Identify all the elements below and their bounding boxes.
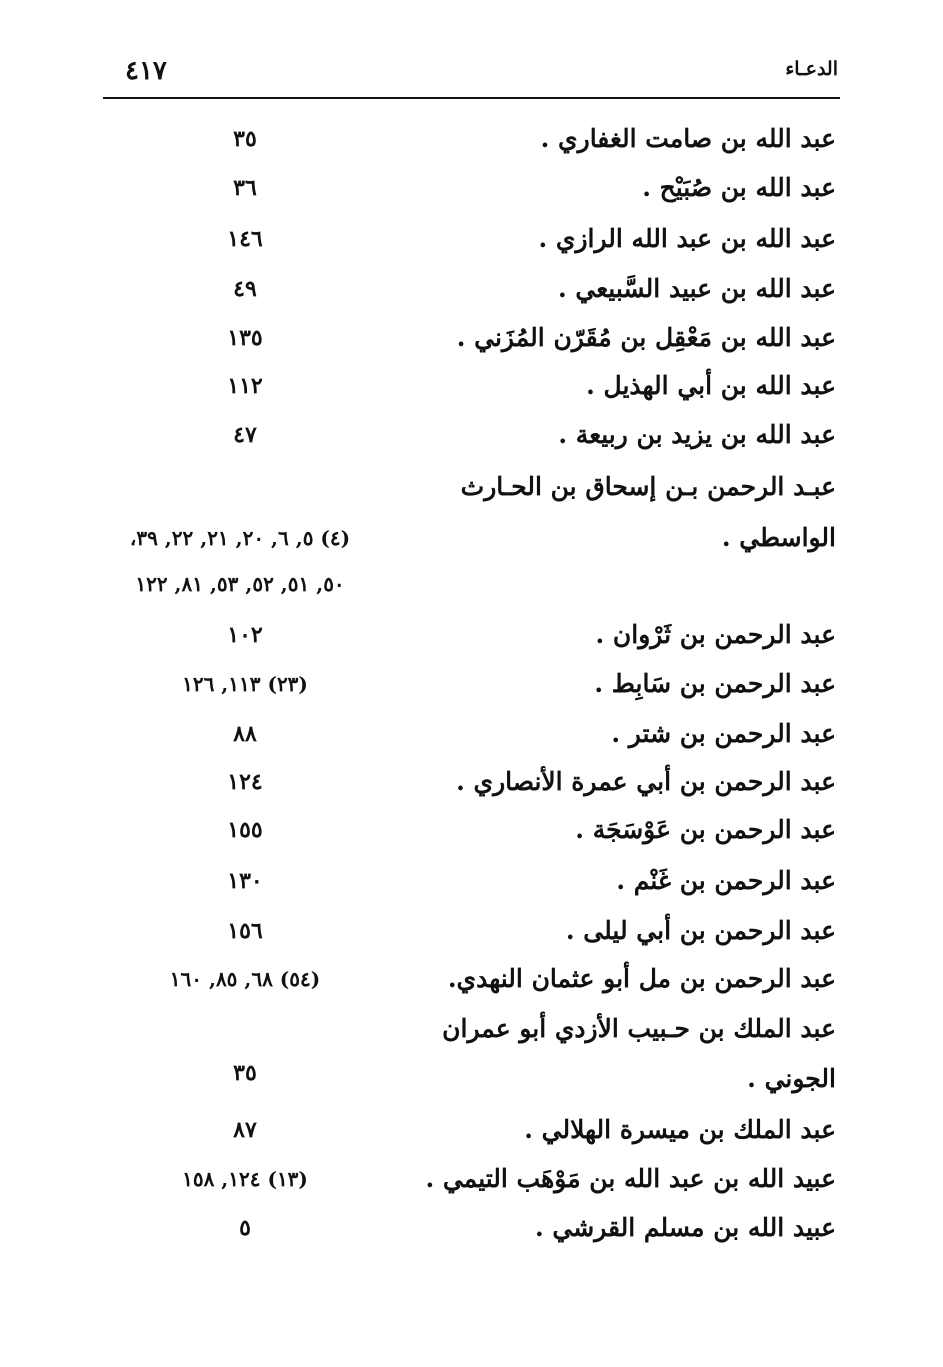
- entry-name: عبد الرحمن بن سَابِط .: [594, 669, 836, 698]
- index-entry: [0, 117, 943, 161]
- entry-pages: ٨٨: [233, 721, 257, 747]
- entry-name: عبد الرحمن بن مل أبو عثمان النهدي.: [447, 964, 836, 993]
- entry-pages: ١١٢: [227, 373, 263, 399]
- index-entry: [0, 760, 943, 804]
- header-rule: [103, 97, 840, 99]
- entry-pages: (٢٣) ١١٣, ١٢٦: [182, 672, 308, 696]
- entry-pages: ١٥٥: [227, 817, 263, 843]
- entry-name: الجوني .: [747, 1064, 836, 1093]
- entry-name: الواسطي .: [721, 523, 836, 552]
- entry-pages: ٣٥: [233, 1060, 257, 1086]
- entry-name: عبد الرحمن بن أبي عمرة الأنصاري .: [456, 767, 836, 796]
- entry-pages: ١٣٠: [227, 868, 263, 894]
- entry-name: عبد الرحمن بن عَوْسَجَة .: [575, 815, 836, 844]
- index-entry: [0, 516, 943, 560]
- running-header-title: الدعـاء: [785, 58, 838, 80]
- entry-pages: (١٣) ١٢٤, ١٥٨: [182, 1167, 308, 1191]
- entry-name: عبد الله بن يزيد بن ربيعة .: [558, 420, 836, 449]
- index-entry: [0, 1108, 943, 1152]
- entry-name: عبـد الرحمن بـن إسحاق بن الحـارث: [460, 472, 836, 501]
- page-number: ٤١٧: [125, 56, 167, 86]
- index-entry: [0, 166, 943, 210]
- index-entry: [0, 662, 943, 706]
- entry-pages: ٤٧: [233, 422, 257, 448]
- entry-pages: ٥٠, ٥١, ٥٢, ٥٣, ٨١, ١٢٢: [135, 572, 345, 596]
- entry-pages: ١٥٦: [227, 918, 263, 944]
- entry-pages: ١٠٢: [227, 622, 263, 648]
- index-entry: [0, 413, 943, 457]
- index-entry: [0, 808, 943, 852]
- entry-name: عبد الله بن أبي الهذيل .: [586, 371, 836, 400]
- entry-name: عبيد الله بن مسلم القرشي .: [535, 1213, 836, 1242]
- index-entry: [0, 1157, 943, 1201]
- entry-name: عبيد الله بن عبد الله بن مَوْهَب التيمي .: [425, 1164, 836, 1193]
- index-entry: [0, 1057, 943, 1101]
- index-entry: [0, 562, 943, 606]
- entry-name: عبد الملك بن ميسرة الهلالي .: [524, 1115, 836, 1144]
- entry-pages: ٥: [239, 1215, 251, 1241]
- entry-name: عبد الله بن صامت الغفاري .: [540, 124, 836, 153]
- entry-name: عبد الله بن مَعْقِل بن مُقَرّن المُزَني .: [456, 323, 836, 352]
- entry-name: عبد الله بن عبيد السَّبيعي .: [557, 274, 836, 303]
- index-entry: [0, 613, 943, 657]
- index-entry: [0, 364, 943, 408]
- entry-pages: ٣٥: [233, 126, 257, 152]
- entry-name: عبد الملك بن حـبيب الأزدي أبو عمران: [442, 1014, 836, 1043]
- index-entry: [0, 859, 943, 903]
- entry-pages: ١٢٤: [227, 769, 263, 795]
- index-entry: [0, 957, 943, 1001]
- index-entry: [0, 909, 943, 953]
- entry-pages: ٣٦: [233, 175, 257, 201]
- entry-pages: ٨٧: [233, 1117, 257, 1143]
- entry-name: عبد الله بن صُبَيْح .: [642, 173, 836, 202]
- entry-pages: ١٣٥: [227, 325, 263, 351]
- index-entry: [0, 267, 943, 311]
- entry-name: عبد الرحمن بن أبي ليلى .: [565, 916, 836, 945]
- index-entry: [0, 316, 943, 360]
- index-entry: [0, 465, 943, 509]
- entry-pages: ٤٩: [233, 276, 257, 302]
- entry-name: عبد الرحمن بن غَنْم .: [616, 866, 836, 895]
- index-entry: [0, 1007, 943, 1051]
- entry-name: عبد الرحمن بن شتر .: [611, 719, 836, 748]
- entry-pages: (٥٤) ٦٨, ٨٥, ١٦٠: [169, 967, 321, 991]
- index-entry: [0, 217, 943, 261]
- entry-name: عبد الرحمن بن ثَرْوان .: [595, 620, 836, 649]
- entry-pages: (٤) ٥, ٦, ٢٠, ٢١, ٢٢, ٣٩،: [129, 526, 351, 550]
- entry-name: عبد الله بن عبد الله الرازي .: [538, 224, 836, 253]
- index-entry: [0, 712, 943, 756]
- index-entry: [0, 1206, 943, 1250]
- entry-pages: ١٤٦: [227, 226, 263, 252]
